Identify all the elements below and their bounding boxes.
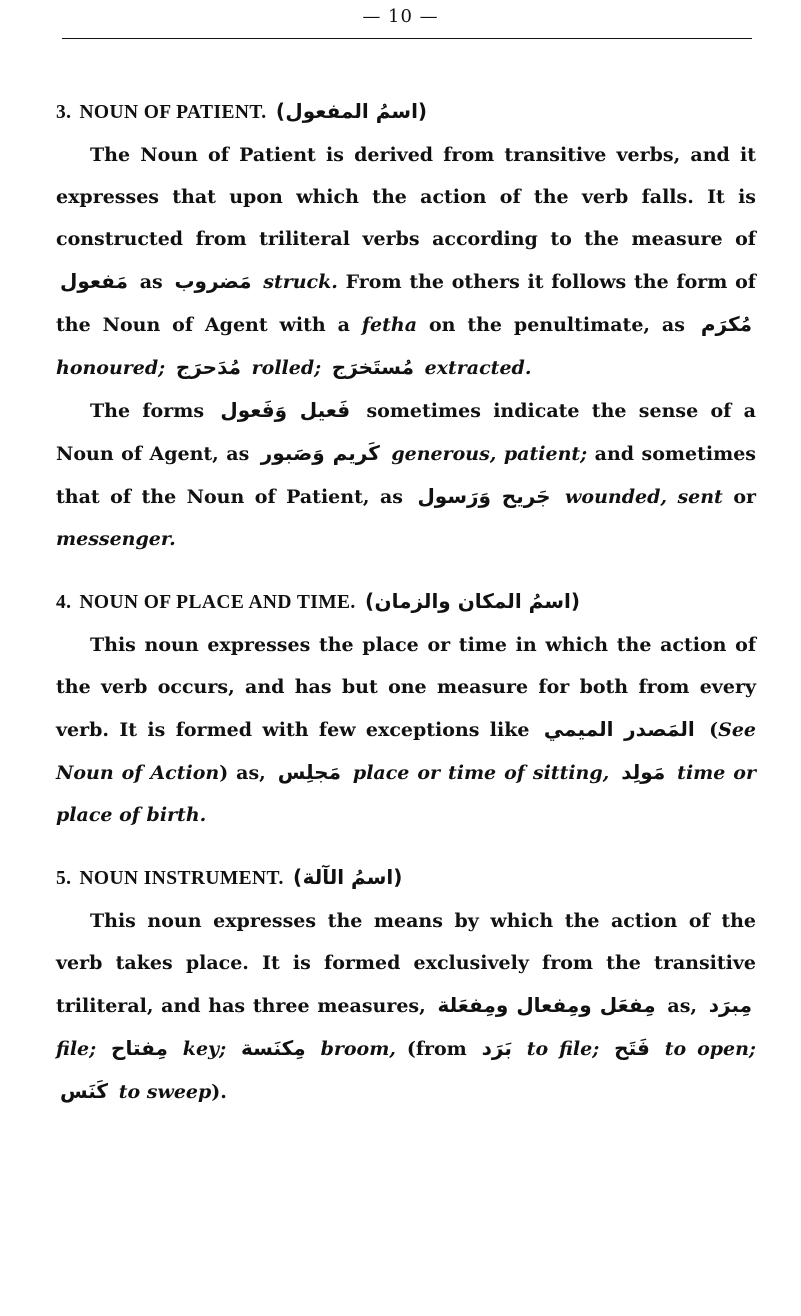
section-3-paragraph-1: The Noun of Patient is derived from transitive verbs, and it expresses that upon which the action of the verb falls. It is constructed from triliteral verbs according to the measure of مَفعول as مَضروب struck. From the others it follows the form of the Noun of Agent with a fetha on the penultimate, as مُكرَم honoured; مُدَحرَج rolled; مُستَخرَج extracted. xyxy=(56,144,756,379)
section-5-arabic-title: (اسمُ الآلة) xyxy=(293,865,403,889)
section-3-arabic-title: (اسمُ المفعول) xyxy=(275,99,428,123)
section-4-arabic-title: (اسمُ المكان والزمان) xyxy=(364,589,581,613)
section-3-paragraph-2: The forms فَعيل وَفَعول sometimes indicate the sense of a Noun of Agent, as كَريم وَصَبور generous, patient; and sometimes that of the Noun of Patient, as جَريح وَرَسول wounded, sent or messenger. xyxy=(56,398,757,550)
page-content xyxy=(56,90,756,1113)
header-rule xyxy=(62,38,752,39)
section-4-paragraph-1: This noun expresses the place or time in which the action of the verb occurs, and has but one measure for both from every verb. It is formed with few exceptions like المَصدر الميمي (See Noun of Action) as, مَجلِس place or time of sitting, مَولِد time or place of birth. xyxy=(56,634,756,826)
section-5-paragraph-1: This noun expresses the means by which the action of the verb takes place. It is formed exclusively from the transitive triliteral, and has three measures, مِفعَل ومِفعال ومِفعَلة as, مِبرَد file; مِفتاح key; مِكنَسة broom, (from بَرَد to file; فَتَح to open; كَنَس to sweep). xyxy=(56,910,756,1103)
section-4-heading: 4. NOUN OF PLACE AND TIME. (اسمُ المكان والزمان) xyxy=(56,580,756,624)
section-5-heading: 5. NOUN INSTRUMENT. (اسمُ الآلة) xyxy=(56,856,756,900)
section-3-heading: 3. NOUN OF PATIENT. (اسمُ المفعول) xyxy=(56,90,756,134)
page-number: — 10 — xyxy=(362,6,439,27)
